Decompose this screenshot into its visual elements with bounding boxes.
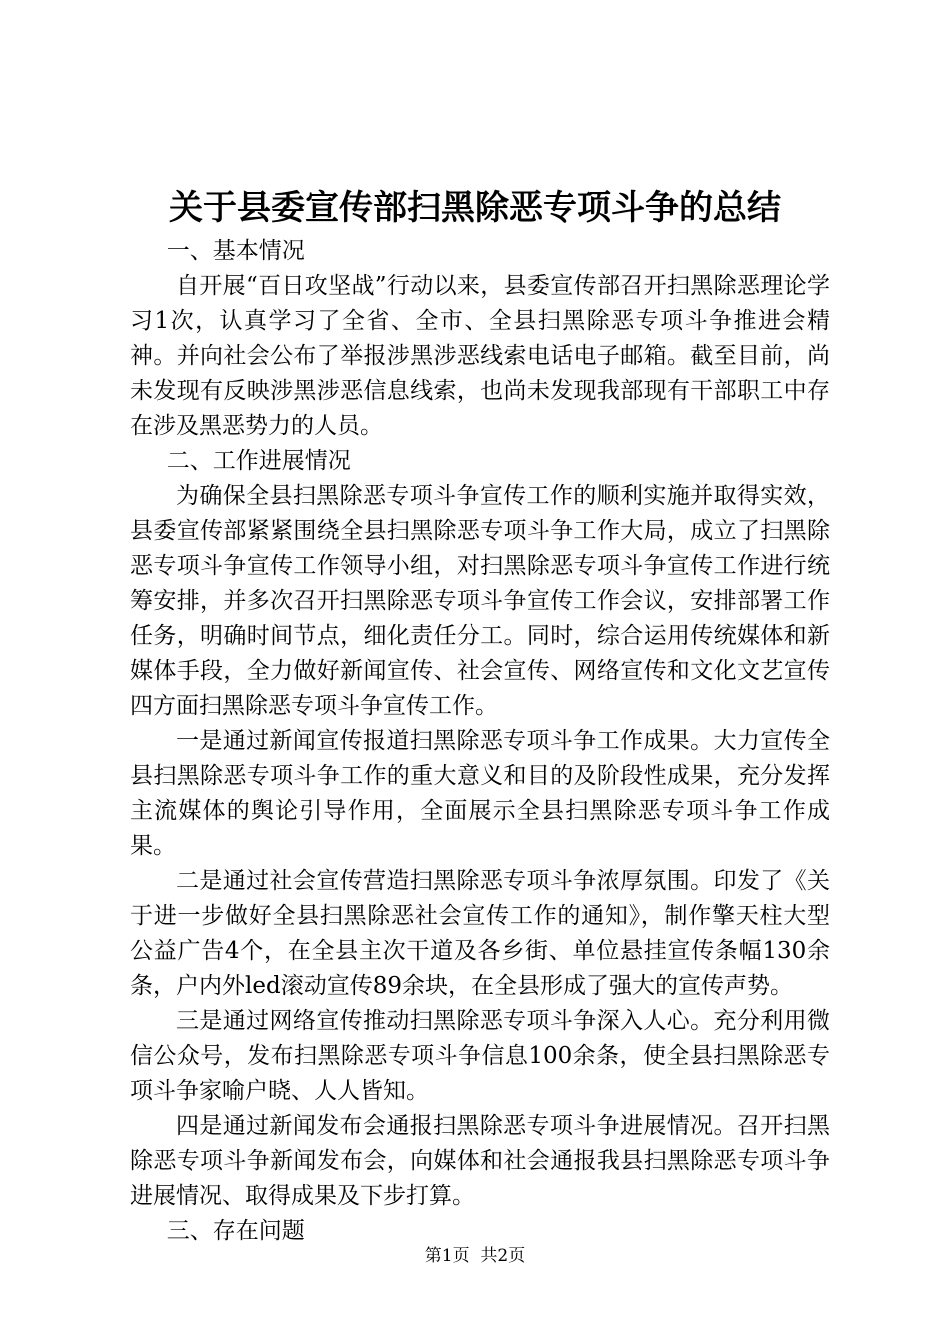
section-heading-work-progress: 二、工作进展情况: [166, 448, 351, 474]
paragraph-social-publicity: 二是通过社会宣传营造扫黑除恶专项斗争浓厚氛围。印发了《关于进一步做好全县扫黑除恶社会宣传工作的通知》，制作擎天柱大型公益广告4个，在全县主次干道及各乡街、单位悬挂宣传条幅130余条，户内外led滚动宣传89余块，在全县形成了强大的宣传声势。: [130, 868, 830, 999]
paragraph-basic-situation: 自开展“百日攻坚战”行动以来，县委宣传部召开扫黑除恶理论学习1次，认真学习了全省、全市、全县扫黑除恶专项斗争推进会精神。并向社会公布了举报涉黑涉恶线索电话电子邮箱。截至目前，尚未发现有反映涉黑涉恶信息线索，也尚未发现我部现有干部职工中存在涉及黑恶势力的人员。: [130, 273, 830, 439]
section-heading-existing-problems: 三、存在问题: [166, 1218, 305, 1244]
paragraph-online-publicity: 三是通过网络宣传推动扫黑除恶专项斗争深入人心。充分利用微信公众号，发布扫黑除恶专项斗争信息100余条，使全县扫黑除恶专项斗争家喻户晓、人人皆知。: [130, 1008, 830, 1104]
paragraph-press-conference: 四是通过新闻发布会通报扫黑除恶专项斗争进展情况。召开扫黑除恶专项斗争新闻发布会，向媒体和社会通报我县扫黑除恶专项斗争进展情况、取得成果及下步打算。: [130, 1113, 830, 1209]
document-body: [130, 234, 830, 1249]
paragraph-news-publicity: 一是通过新闻宣传报道扫黑除恶专项斗争工作成果。大力宣传全县扫黑除恶专项斗争工作的重大意义和目的及阶段性成果，充分发挥主流媒体的舆论引导作用，全面展示全县扫黑除恶专项斗争工作成果。: [130, 728, 830, 859]
page-number-footer: 第1页 共2页: [424, 1246, 526, 1266]
document-title: 关于县委宣传部扫黑除恶专项斗争的总结: [169, 188, 781, 228]
paragraph-work-progress: 为确保全县扫黑除恶专项斗争宣传工作的顺利实施并取得实效，县委宣传部紧紧围绕全县扫黑除恶专项斗争工作大局，成立了扫黑除恶专项斗争宣传工作领导小组，对扫黑除恶专项斗争宣传工作进行统筹安排，并多次召开扫黑除恶专项斗争宣传工作会议，安排部署工作任务，明确时间节点，细化责任分工。同时，综合运用传统媒体和新媒体手段，全力做好新闻宣传、社会宣传、网络宣传和文化文艺宣传四方面扫黑除恶专项斗争宣传工作。: [130, 483, 830, 719]
section-heading-basic-situation: 一、基本情况: [166, 238, 305, 264]
